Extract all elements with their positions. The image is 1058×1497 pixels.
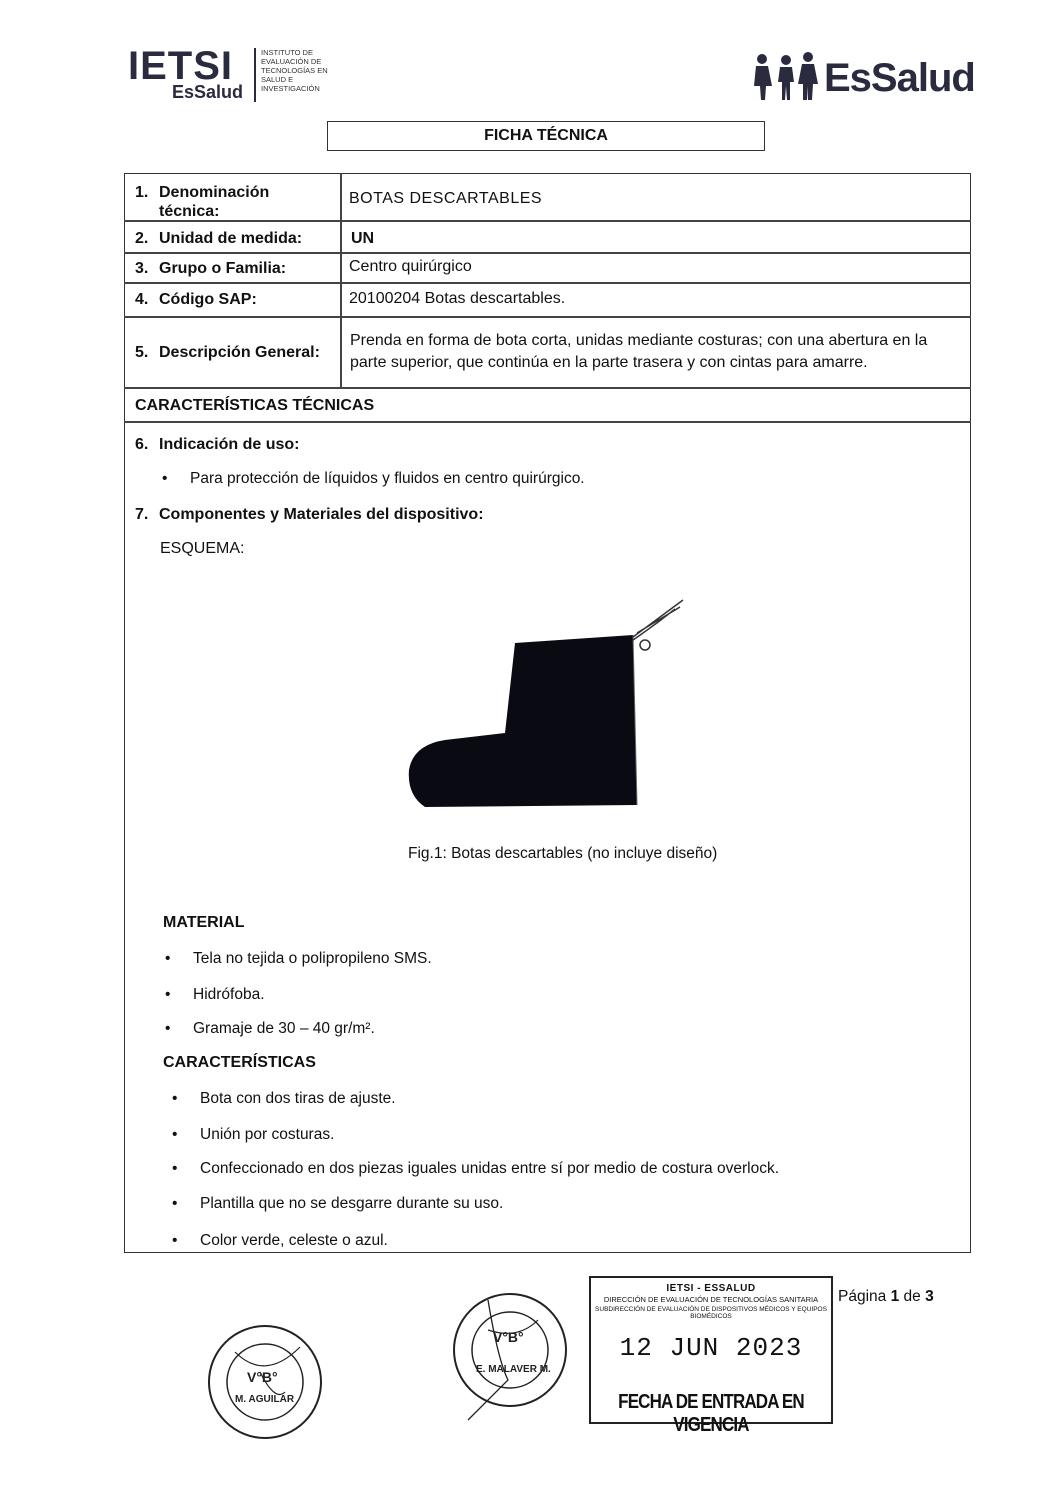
material-heading: MATERIAL	[163, 914, 245, 931]
stamp-line3: SUBDIRECCIÓN DE EVALUACIÓN DE DISPOSITIVOS MÉDICOS Y EQUIPOS BIOMÉDICOS	[595, 1306, 827, 1320]
seal-right-name: E. MALAVER M.	[476, 1364, 551, 1375]
seal-left-vb: V°B°	[247, 1369, 278, 1385]
seal-right	[448, 1290, 573, 1425]
section-6-bullet: • Para protección de líquidos y fluidos en centro quirúrgico.	[190, 470, 585, 488]
document-title: FICHA TÉCNICA	[327, 121, 765, 151]
section-7-heading: 7. Componentes y Materiales del dispositivo:	[135, 506, 484, 523]
logo-divider	[254, 48, 256, 102]
ietsi-full-name: INSTITUTO DE EVALUACIÓN DE TECNOLOGÍAS EN SALUD E INVESTIGACIÓN	[261, 48, 328, 93]
seal-right-vb: V°B°	[493, 1329, 524, 1345]
row-unidad-label: 2. Unidad de medida:	[135, 230, 303, 247]
row-denominacion-label: 1. Denominación técnica:	[135, 184, 270, 220]
essalud-logo-word: EsSalud	[824, 56, 975, 100]
vigencia-stamp	[589, 1276, 833, 1436]
figure-caption: Fig.1: Botas descartables (no incluye diseño)	[408, 845, 718, 862]
row-descripcion-label: 5. Descripción General:	[135, 344, 320, 361]
caracteristicas-bullet: • Color verde, celeste o azul.	[200, 1232, 388, 1250]
caracteristicas-heading: CARACTERÍSTICAS	[163, 1054, 316, 1071]
ietsi-logo-word: IETSI	[128, 44, 234, 88]
stamp-line1: IETSI - ESSALUD	[666, 1283, 756, 1294]
material-bullet: • Gramaje de 30 – 40 gr/m².	[193, 1020, 375, 1038]
essalud-logo	[752, 52, 977, 104]
caracteristicas-bullet: • Confeccionado en dos piezas iguales unidas entre sí por medio de costura overlock.	[200, 1160, 779, 1178]
ietsi-logo-sub: EsSalud	[172, 82, 244, 102]
ietsi-logo	[128, 44, 343, 104]
stamp-date: 12 JUN 2023	[619, 1333, 803, 1363]
row-divider	[124, 421, 971, 423]
row-codigo-label: 4. Código SAP:	[135, 291, 257, 308]
column-divider	[340, 173, 342, 387]
seal-left	[205, 1322, 325, 1442]
material-bullet: • Hidrófoba.	[193, 986, 265, 1004]
row-descripcion-value: Prenda en forma de bota corta, unidas mediante costuras; con una abertura en la parte superior, que continúa en la parte trasera y con cintas para amarre.	[350, 332, 928, 371]
row-divider	[124, 282, 971, 284]
row-denominacion-value: BOTAS DESCARTABLES	[349, 190, 543, 207]
material-bullet: • Tela no tejida o polipropileno SMS.	[193, 950, 432, 968]
row-grupo-label: 3. Grupo o Familia:	[135, 260, 287, 277]
stamp-fecha-label: FECHA DE ENTRADA EN VIGENCIA	[618, 1391, 804, 1436]
family-figures-icon	[752, 52, 822, 102]
stamp-line2: DIRECCIÓN DE EVALUACIÓN DE TECNOLOGÍAS SANITARIA	[603, 1295, 819, 1304]
caracteristicas-bullet: • Bota con dos tiras de ajuste.	[200, 1090, 396, 1108]
caracteristicas-bullet: • Unión por costuras.	[200, 1126, 334, 1144]
row-divider	[124, 252, 971, 254]
row-codigo-value: 20100204 Botas descartables.	[349, 290, 566, 307]
row-unidad-value: UN	[351, 230, 375, 247]
row-divider	[124, 316, 971, 318]
row-grupo-value: Centro quirúrgico	[349, 258, 472, 275]
boot-illustration	[405, 595, 690, 815]
seal-left-name: M. AGUILAR	[235, 1394, 295, 1405]
row-divider	[124, 387, 971, 389]
esquema-label: ESQUEMA:	[160, 540, 245, 557]
section-6-heading: 6. Indicación de uso:	[135, 436, 300, 453]
page-number: Página 1 de 3	[838, 1288, 934, 1305]
caracteristicas-bullet: • Plantilla que no se desgarre durante su uso.	[200, 1195, 503, 1213]
caracteristicas-tecnicas-heading: CARACTERÍSTICAS TÉCNICAS	[135, 397, 375, 414]
